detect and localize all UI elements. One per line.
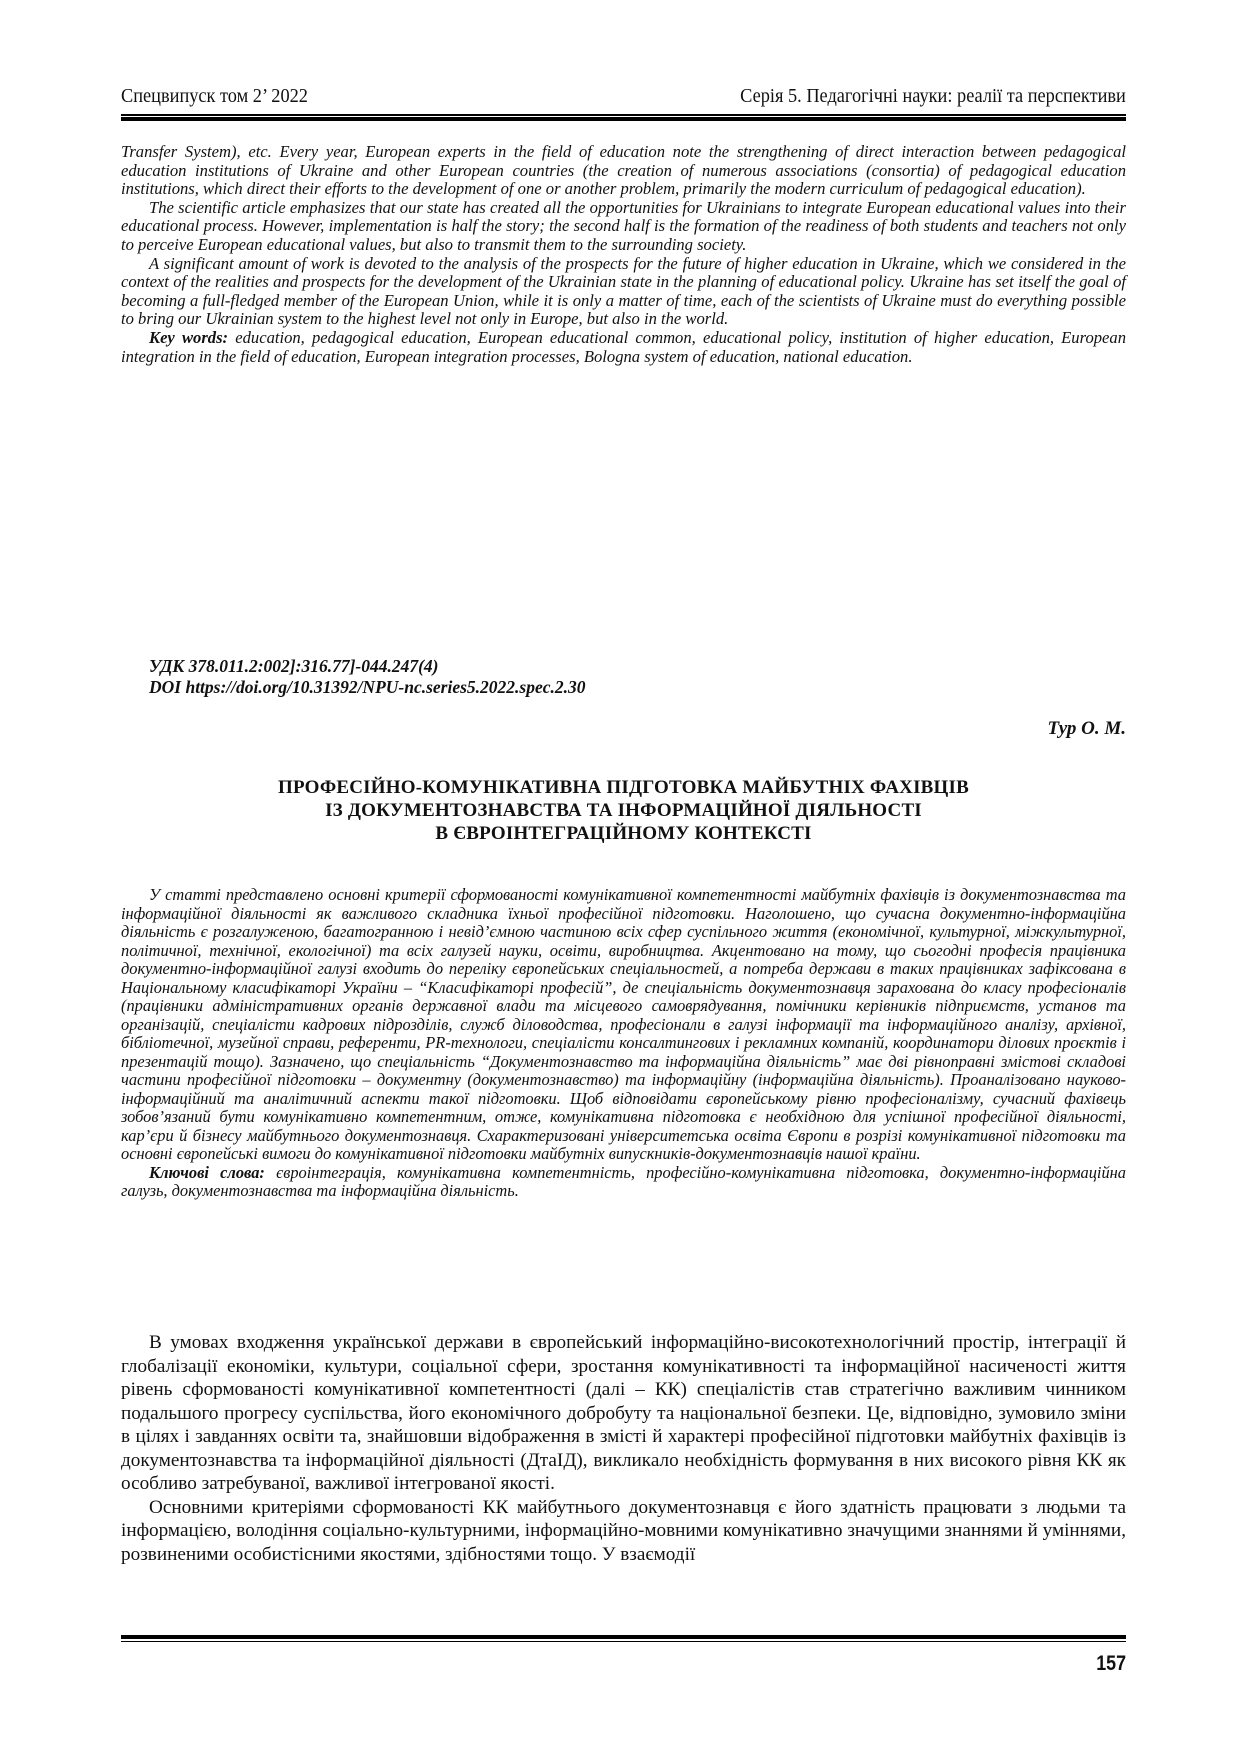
series-label: Серія 5. Педагогічні науки: реалії та перспективи [740,86,1126,107]
issue-label: Спецвипуск том 2’ 2022 [121,86,308,107]
article-title [121,776,1126,845]
body-paragraph: В умовах входження української держави в європейський інформаційно-високотехнологічний простір, інтеграції й глобалізації економіки, культури, соціальної сфери, зростання комунікативності та інформаційної насиченості життя рівень сформованості комунікативної компетентності (далі – КК) спеціалістів став стратегічно важливим чинником подальшого прогресу суспільства, його економічного добробуту та національної безпеки. Це, відповідно, зумовило зміни в цілях і завданнях освіти та, знайшовши відображення в змісті й характері професійної підготовки майбутніх фахівців із документознавства та інформаційної діяльності (ДтаІД), викликало необхідність формування в них високого рівня КК як особливо затребуваної, важливої інтегрованої якості. [121,1332,1126,1494]
article-body [121,1331,1126,1566]
keywords-label: Ключові слова: [149,1162,265,1182]
abstract-paragraph: The scientific article emphasizes that our state has created all the opportunities for Ukrainians to integrate European educational values into their educational process. However, implementation is half the story; the second half is the formation of the readiness of both students and teachers not only to perceive European educational values, but also to transmit them to the surrounding society. [121,197,1126,254]
author-name: Тур О. М. [1047,718,1126,739]
abstract-paragraph: У статті представлено основні критерії сформованості комунікативної компетентності майбутніх фахівців із документознавства та інформаційної діяльності як важливого складника їхньої професійної підготовки. Наголошено, що сучасна документно-інформаційна діяльність є розгалуженою, багатогранною і невід’ємною частиною всіх сфер суспільного життя (економічної, культурної, міжкультурної, політичної, технічної, екологічної) та всіх галузей науки, освіти, виробництва. Акцентовано на тому, що сьогодні професія працівника документно-інформаційної галузі входить до переліку європейських спеціальностей, а потреба держави в таких працівниках зафіксована в Національному класифікаторі України – “Класифікаторі професій”, де спеціальність документознавця зарахована до класу професіоналів (працівники адміністративних органів державної влади та місцевого самоврядування, помічники керівників підприємств, установ та організацій, спеціалісти кадрових підрозділів, служб діловодства, професіонали в галузі інформації та інформаційного аналізу, архівної, бібліотечної, музейної справи, референти, PR-технологи, спеціалісти консалтингових і рекламних компаній, координатори ділових проєктів і презентацій тощо). Зазначено, що спеціальність “Документознавство та інформаційна діяльність” має дві рівноправні змістові складові частини професійної підготовки – документну (документознавство) та інформаційну (інформаційна діяльність). Проаналізовано науково-інформаційний та аналітичний аспекти такої підготовки. Щоб відповідати європейському рівню професіоналізму, сучасний фахівець зобов’язаний бути комунікативно компетентним, отже, комунікативна підготовка є необхідною для успішної професійної діяльності, кар’єри й бізнесу майбутнього документознавця. Схарактеризовані університетська освіта Європи в розрізі комунікативної підготовки та основні європейські вимоги до комунікативної підготовки майбутніх випускників-документознавців нашої країни. [121,885,1126,1163]
english-abstract [121,143,1126,366]
doi-link[interactable]: DOI https://doi.org/10.31392/NPU-nc.series5.2022.spec.2.30 [149,676,586,697]
keywords-text: education, pedagogical education, European educational common, educational policy, institution of higher education, European integration in the field of education, European integration processes, Bologna system of education, national education. [121,327,1127,366]
keywords-paragraph [121,329,1126,366]
title-line: ІЗ ДОКУМЕНТОЗНАВСТВА ТА ІНФОРМАЦІЙНОЇ ДІЯЛЬНОСТІ [325,800,922,821]
page-number: 157 [1096,1652,1126,1675]
udc-code: УДК 378.011.2:002]:316.77]-044.247(4) [149,656,439,676]
abstract-paragraph: Transfer System), etc. Every year, European experts in the field of education note the strengthening of direct interaction between pedagogical education institutions of Ukraine and other European countries (the creation of numerous associations (consortia) of pedagogical education institutions, which direct their efforts to the development of one or another problem, primarily the modern curriculum of pedagogical education). [121,142,1126,199]
body-paragraph: Основними критеріями сформованості КК майбутнього документознавця є його здатність працювати з людьми та інформацією, володіння соціально-культурними, інформаційно-мовними комунікативно значущими знаннями й уміннями, розвиненими особистісними якостями, здібностями тощо. У взаємодії [121,1496,1126,1565]
ukrainian-abstract [121,886,1126,1201]
footer-rule [121,1635,1126,1642]
keywords-paragraph [121,1164,1126,1201]
title-line: ПРОФЕСІЙНО-КОМУНІКАТИВНА ПІДГОТОВКА МАЙБУТНІХ ФАХІВЦІВ [277,777,969,798]
header-rule [121,114,1126,121]
keywords-label: Key words: [149,327,229,347]
running-header [121,86,1126,108]
article-identifiers [149,656,586,697]
keywords-text: євроінтеграція, комунікативна компетентність, професійно-комунікативна підготовка, документно-інформаційна галузь, документознавства та інформаційна діяльність. [121,1162,1126,1200]
abstract-paragraph: A significant amount of work is devoted to the analysis of the prospects for the future of higher education in Ukraine, which we considered in the context of the realities and prospects for the development of the Ukrainian state in the planning of educational policy. Ukraine has set itself the goal of becoming a full-fledged member of the European Union, while it is only a matter of time, each of the scientists of Ukraine must do everything possible to bring our Ukrainian system to the highest level not only in Europe, but also in the world. [121,253,1126,329]
title-line: В ЄВРОІНТЕГРАЦІЙНОМУ КОНТЕКСТІ [435,823,812,844]
